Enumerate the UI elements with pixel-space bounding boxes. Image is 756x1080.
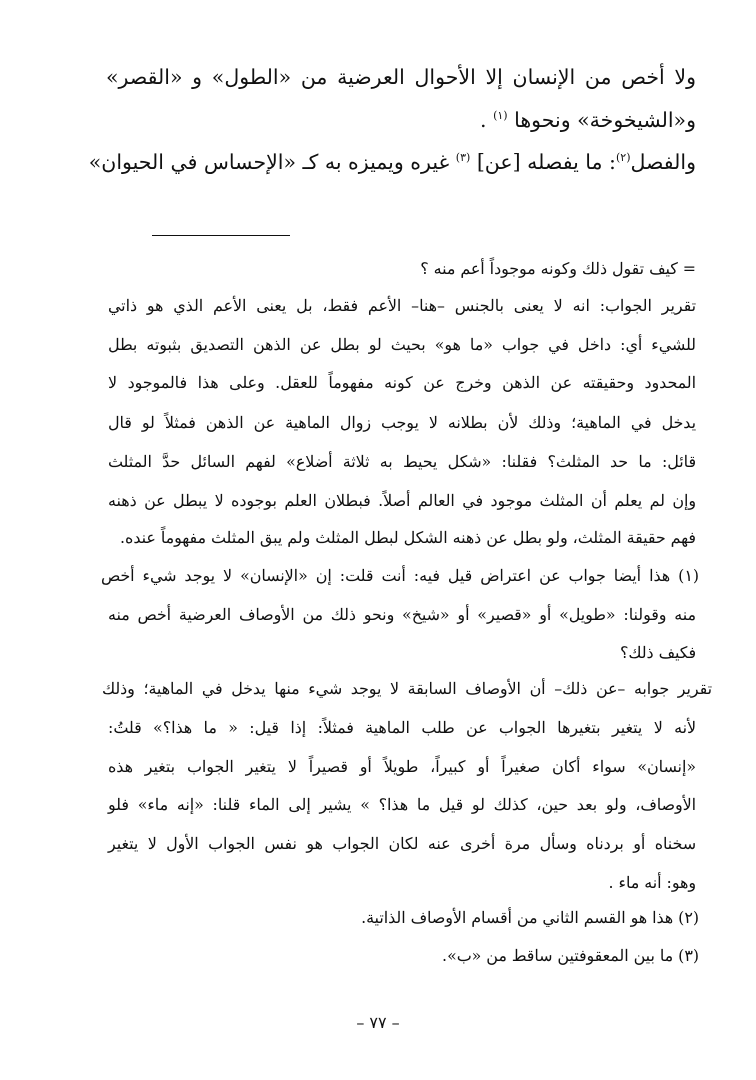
footnote-ref-2: (٢) <box>615 151 631 165</box>
footnote-line: = كيف تقول ذلك وكونه موجوداً أعم منه ؟ <box>420 259 696 278</box>
footnote-line: للشيء أي: داخل في جواب «ما هو» بحيث لو بطل عن الذهن التصديق بثبوته بطل <box>108 335 696 354</box>
footnote-line: سخناه أو بردناه وسأل مرة أخرى عنه لكان الجواب هو نفس الجواب الأول لا يتغير <box>108 834 696 853</box>
main-text-line-3-a: والفصل <box>630 150 696 174</box>
footnote-line: منه وقولنا: «طويل» أو «قصير» أو «شيخ» ونحو ذلك من الأوصاف العرضية أخص منه <box>108 605 696 624</box>
footnote-line: تقرير الجواب: انه لا يعنى بالجنس –هنا– الأعم فقط، بل يعنى الأعم الذي هو ذاتي <box>108 296 696 315</box>
main-text-line-2 <box>106 105 696 135</box>
footnote-line: «إنسان» سواء أكان صغيراً أو كبيراً، طويلاً أو قصيراً لا يتغير الجواب بتغير هذه <box>108 757 696 776</box>
footnote-ref-1: (١) <box>493 109 508 123</box>
main-text-line-3 <box>88 147 696 177</box>
footnote-line: (٣) ما بين المعقوفتين ساقط من «ب». <box>442 946 699 965</box>
footnote-ref-3: (٣) <box>455 151 471 165</box>
footnote-separator <box>152 235 290 236</box>
footnote-line: وهو: أنه ماء . <box>608 873 696 892</box>
footnote-line: فكيف ذلك؟ <box>620 643 696 662</box>
main-text-line-1: ولا أخص من الإنسان إلا الأحوال العرضية من «الطول» و «القصر» <box>106 65 696 89</box>
page-number: – ٧٧ – <box>356 1013 400 1032</box>
footnote-line: يدخل في الماهية؛ وذلك لأن بطلانه لا يوجب زوال الماهية عن الذهن فمثلاً لو قال <box>108 413 696 432</box>
footnote-line: المحدود وحقيقته عن الذهن وخرج عن كونه مفهوماً للعقل. وعلى هذا فالموجود لا <box>108 373 696 392</box>
main-text-line-3-b: : ما يفصله [عن] <box>476 150 616 174</box>
footnote-line: (٢) هذا هو القسم الثاني من أقسام الأوصاف الذاتية. <box>361 908 699 927</box>
footnote-line: (١) هذا أيضا جواب عن اعتراض قيل فيه: أنت قلت: إن «الإنسان» لا يوجد شيء أخص <box>101 566 699 585</box>
footnote-line: فهم حقيقة المثلث، ولو بطل عن ذهنه الشكل لبطل المثلث ولم يبق المثلث مفهوماً عنده. <box>120 528 696 547</box>
main-text-line-3-c: غيره ويميزه به كـ «الإحساس في الحيوان» <box>88 150 450 174</box>
footnote-line: وإن لم يعلم أن المثلث موجود في العالم أصلاً. فبطلان العلم بوجوده لا يبطل عن ذهنه <box>108 491 696 510</box>
footnote-line: الأوصاف، ولو بعد حين، كذلك لو قيل ما هذا؟ » يشير إلى الماء قلنا: «إنه ماء» فلو <box>108 795 696 814</box>
main-text-line-2-text: و«الشيخوخة» ونحوها <box>514 108 696 132</box>
footnote-line: تقرير جوابه –عن ذلك– أن الأوصاف السابقة لا يوجد شيء منها يدخل في الماهية؛ وذلك <box>102 679 712 698</box>
footnote-line: قائل: ما حد المثلث؟ فقلنا: «شكل يحيط به ثلاثة أضلاع» لفهم السائل حدَّ المثلث <box>108 452 696 471</box>
main-text-line-2-end: . <box>480 108 487 132</box>
footnote-line: لأنه لا يتغير بتغيرها الجواب عن طلب الماهية فمثلاً: إذا قيل: « ما هذا؟» قلتُ: <box>108 718 696 737</box>
